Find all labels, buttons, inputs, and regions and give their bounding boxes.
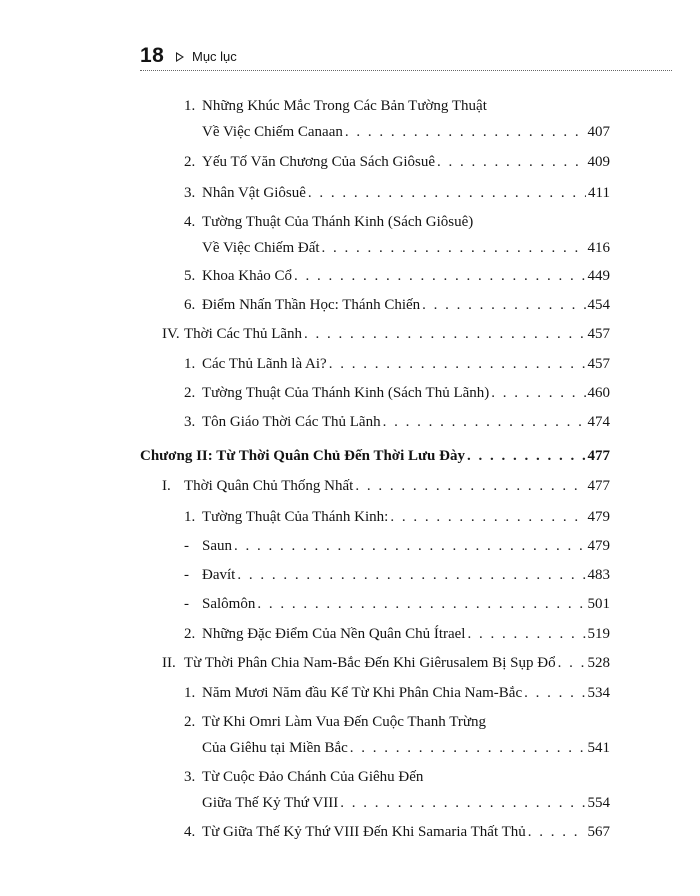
entry-page: 541: [587, 740, 610, 756]
toc-entry: [184, 683, 610, 703]
entry-number: 4.: [184, 214, 196, 230]
entry-title: Tường Thuật Của Thánh Kinh:: [202, 509, 389, 525]
entry-title: Saun: [202, 538, 232, 554]
entry-page: 416: [587, 240, 610, 256]
entry-title: Các Thủ Lãnh là Ai?: [202, 356, 327, 372]
running-title: Mục lục: [192, 49, 237, 64]
toc-entry: [184, 767, 584, 787]
toc-entry: [184, 152, 610, 172]
dot-leader: [322, 238, 586, 258]
entry-title: Điểm Nhấn Thần Học: Thánh Chiến: [202, 297, 421, 313]
dot-leader: [234, 536, 586, 556]
dot-leader: [355, 476, 585, 496]
entry-page: 457: [587, 326, 610, 342]
entry-page: 477: [587, 448, 610, 464]
entry-title: Từ Giữa Thế Kỷ Thứ VIII Đến Khi Samaria Thất Thủ: [202, 824, 526, 840]
entry-number: 1.: [184, 509, 196, 525]
entry-page: 477: [587, 478, 610, 494]
entry-page: 528: [587, 655, 610, 671]
toc-entry: [184, 295, 610, 315]
entry-number: -: [184, 538, 189, 554]
dot-leader: [340, 793, 585, 813]
entry-page: 479: [587, 509, 610, 525]
entry-number: 4.: [184, 824, 196, 840]
entry-title: Về Việc Chiếm Đất: [202, 240, 320, 256]
entry-number: 6.: [184, 297, 196, 313]
entry-page: 534: [587, 685, 610, 701]
entry-page: 474: [587, 414, 610, 430]
toc-entry: [184, 712, 584, 732]
toc-entry: [162, 324, 610, 344]
entry-title: Những Đặc Điểm Của Nền Quân Chủ Ítrael: [202, 626, 466, 642]
toc-chapter-entry: [140, 446, 610, 466]
entry-title: Nhân Vật Giôsuê: [202, 185, 306, 201]
toc-entry: [184, 212, 584, 232]
toc-entry: [162, 476, 610, 496]
entry-page: 460: [587, 385, 610, 401]
dot-leader: [437, 152, 586, 172]
toc-entry: [202, 238, 610, 258]
entry-page: 554: [587, 795, 610, 811]
entry-title: Những Khúc Mắc Trong Các Bản Tường Thuật: [202, 98, 487, 114]
dot-leader: [383, 412, 586, 432]
entry-number: I.: [162, 478, 171, 494]
toc-entry: [184, 96, 584, 116]
entry-title: Giữa Thế Kỷ Thứ VIII: [202, 795, 339, 811]
entry-number: 3.: [184, 414, 196, 430]
entry-number: 3.: [184, 769, 196, 785]
toc-entry: [202, 793, 610, 813]
dot-leader: [524, 683, 585, 703]
toc-entry: [184, 565, 610, 585]
entry-number: 1.: [184, 356, 196, 372]
dot-leader: [558, 653, 586, 673]
entry-title: Thời Các Thủ Lãnh: [184, 326, 303, 342]
entry-title: Về Việc Chiếm Canaan: [202, 124, 343, 140]
entry-title: Yếu Tố Văn Chương Của Sách Giôsuê: [202, 154, 435, 170]
entry-page: 457: [587, 356, 610, 372]
entry-title: Năm Mươi Năm đầu Kể Từ Khi Phân Chia Nam-Bắc: [202, 685, 523, 701]
entry-page: 483: [587, 567, 610, 583]
toc-entry: [184, 594, 610, 614]
dot-leader: [329, 354, 586, 374]
entry-number: -: [184, 567, 189, 583]
dot-leader: [257, 594, 585, 614]
dot-leader: [350, 738, 586, 758]
entry-page: 454: [587, 297, 610, 313]
toc-entry: [162, 653, 610, 673]
dot-leader: [467, 446, 586, 466]
entry-title: Đavít: [202, 567, 236, 583]
dot-leader: [294, 266, 586, 286]
entry-title: Khoa Khảo Cổ: [202, 268, 292, 284]
entry-number: 3.: [184, 185, 196, 201]
dot-leader: [304, 324, 585, 344]
entry-page: 449: [587, 268, 610, 284]
toc-entry: [184, 183, 610, 203]
entry-number: 5.: [184, 268, 196, 284]
toc-entry: [184, 383, 610, 403]
dot-leader: [491, 383, 585, 403]
chapter-title: Chương II: Từ Thời Quân Chủ Đến Thời Lưu Đày: [140, 448, 465, 464]
toc-entry: [202, 738, 610, 758]
entry-title: Từ Cuộc Đảo Chánh Của Giêhu Đến: [202, 769, 424, 785]
toc-entry: [184, 266, 610, 286]
dot-leader: [345, 122, 586, 142]
page-number: 18: [140, 44, 165, 67]
entry-page: 411: [588, 185, 610, 201]
entry-title: Tường Thuật Của Thánh Kinh (Sách Giôsuê): [202, 214, 474, 230]
entry-number: 1.: [184, 98, 196, 114]
dot-leader: [308, 183, 586, 203]
dot-leader: [422, 295, 585, 315]
entry-title: Tôn Giáo Thời Các Thủ Lãnh: [202, 414, 381, 430]
dot-leader: [528, 822, 586, 842]
entry-number: IV.: [162, 326, 180, 342]
toc-entry: [184, 507, 610, 527]
entry-title: Từ Khi Omri Làm Vua Đến Cuộc Thanh Trừng: [202, 714, 486, 730]
entry-page: 407: [587, 124, 610, 140]
toc-entry: [184, 412, 610, 432]
entry-title: Tường Thuật Của Thánh Kinh (Sách Thủ Lãnh): [202, 385, 490, 401]
entry-page: 479: [587, 538, 610, 554]
entry-number: 1.: [184, 685, 196, 701]
toc-entry: [184, 354, 610, 374]
entry-page: 409: [587, 154, 610, 170]
toc-entry: [184, 624, 610, 644]
entry-number: 2.: [184, 385, 196, 401]
toc-entry: [202, 122, 610, 142]
dot-leader: [237, 565, 585, 585]
entry-title: Salômôn: [202, 596, 256, 612]
entry-page: 501: [587, 596, 610, 612]
toc-entry: [184, 536, 610, 556]
entry-page: 519: [587, 626, 610, 642]
entry-page: 567: [587, 824, 610, 840]
dot-leader: [467, 624, 585, 644]
entry-number: -: [184, 596, 189, 612]
entry-number: II.: [162, 655, 176, 671]
entry-title: Từ Thời Phân Chia Nam-Bắc Đến Khi Giêrusalem Bị Sụp Đổ: [184, 655, 556, 671]
entry-number: 2.: [184, 154, 196, 170]
dot-leader: [390, 507, 585, 527]
entry-title: Của Giêhu tại Miền Bắc: [202, 740, 348, 756]
toc-entry: [184, 822, 610, 842]
entry-title: Thời Quân Chủ Thống Nhất: [184, 478, 354, 494]
entry-number: 2.: [184, 714, 196, 730]
entry-number: 2.: [184, 626, 196, 642]
